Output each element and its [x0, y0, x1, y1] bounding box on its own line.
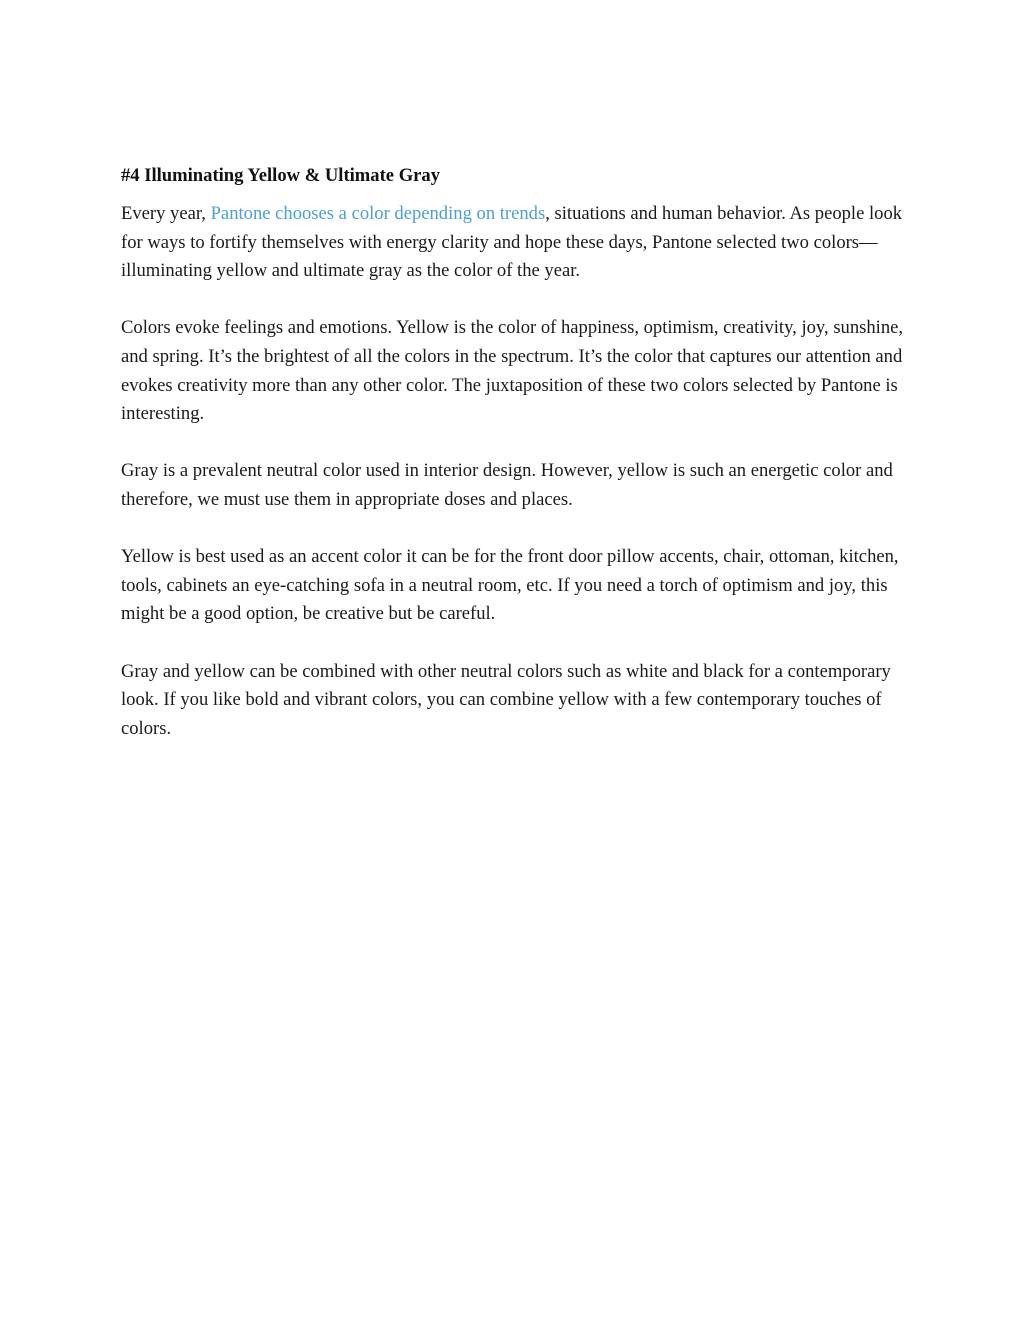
article-heading: #4 Illuminating Yellow & Ultimate Gray — [121, 165, 440, 186]
article-body — [121, 162, 911, 772]
paragraph-gray-neutral: Gray is a prevalent neutral color used in interior design. However, yellow is such an energetic color and therefore, we must use them in appropriate doses and places. — [121, 460, 893, 510]
paragraph-gray-yellow-combination: Gray and yellow can be combined with other neutral colors such as white and black for a contemporary look. If you like bold and vibrant colors, you can combine yellow with a few contemporary touches of colors. — [121, 660, 891, 739]
pantone-trends-link[interactable]: Pantone chooses a color depending on trends — [210, 203, 546, 224]
intro-text-start: Every year, — [121, 203, 211, 224]
intro-paragraph — [121, 200, 911, 286]
intro-text-end: , situations and human behavior. As people look for ways to fortify themselves with energy clarity and hope these days, Pantone selected two colors—illuminating yellow and ultimate gray as the color of the year. — [121, 203, 903, 282]
paragraph-yellow-accent: Yellow is best used as an accent color it can be for the front door pillow accents, chair, ottoman, kitchen, tools, cabinets an eye-catching sofa in a neutral room, etc. If you need a torch of optimism and joy, this might be a good option, be creative but be careful. — [121, 546, 899, 625]
paragraph-colors-emotions: Colors evoke feelings and emotions. Yellow is the color of happiness, optimism, creativity, joy, sunshine, and spring. It’s the brightest of all the colors in the spectrum. It’s the color that captures our attention and evokes creativity more than any other color. The juxtaposition of these two colors selected by Pantone is interesting. — [121, 317, 904, 425]
